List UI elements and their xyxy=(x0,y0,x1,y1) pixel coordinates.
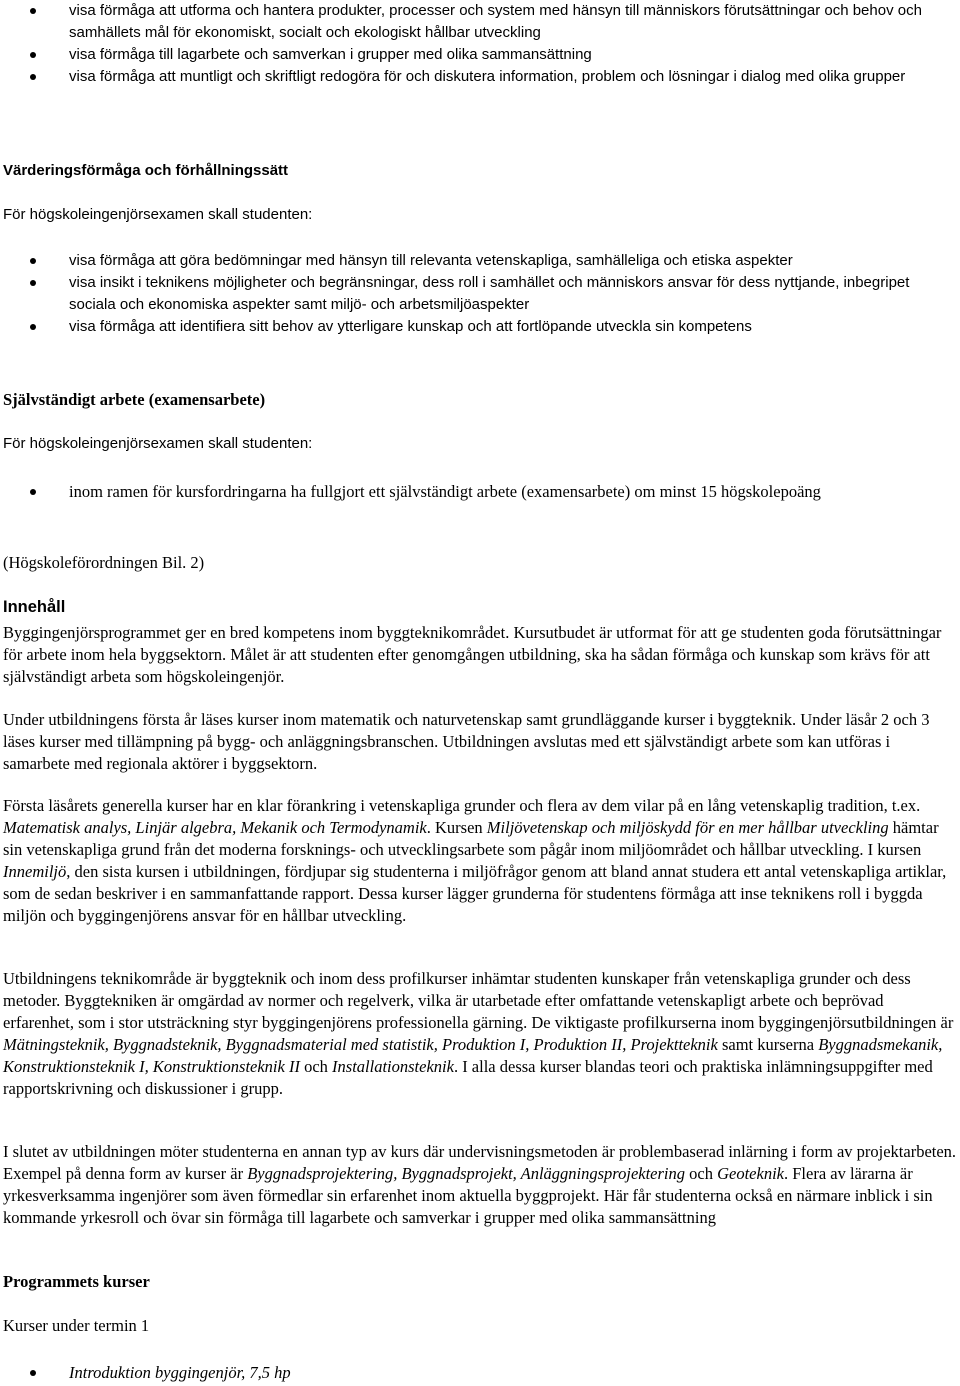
content-paragraph-2: Under utbildningens första år läses kurser inom matematik och naturvetenskap samt grundläggande kurser i byggteknik. Under läsår 2 och 3 läses kurser med tillämpning på bygg- och anläggningsbranschen. Utbildningen avslutas med ett självständigt arbete som kan utföras i samarbete med regionala aktörer i byggsektorn. xyxy=(3,710,930,773)
thesis-intro: För högskoleingenjörsexamen skall studenten: xyxy=(3,435,313,452)
course-name: Geoteknik xyxy=(717,1164,784,1183)
text-run: I slutet av utbildningen möter studenterna en annan typ av kurs där undervisningsmetoden är problembaserad inlärning i form av projektarbeten. Exempel på denna form av kurser är xyxy=(3,1142,957,1183)
list-item: visa förmåga att utforma och hantera produkter, processer och system med hänsyn till människors förutsättningar och behov och samhällets mål för ekonomiskt, socialt och ekologiskt hållbar utveckling xyxy=(3,0,957,44)
course-name: Innemiljö xyxy=(3,862,67,881)
course-link[interactable]: Introduktion byggingenjör, 7,5 hp xyxy=(69,1363,291,1382)
content-paragraph-4 xyxy=(3,968,957,1100)
values-bullet-list xyxy=(3,250,957,338)
content-paragraph-3 xyxy=(3,795,957,927)
term-label: Kurser under termin 1 xyxy=(3,1316,150,1335)
top-bullet-list xyxy=(3,0,957,88)
text-run: Första läsårets generella kurser har en klar förankring i vetenskapliga grunder och flera av dem vilar på en lång vetenskaplig tradition, t.ex. xyxy=(3,796,921,815)
course-name: Miljövetenskap och miljöskydd för en mer hållbar utveckling xyxy=(486,818,889,837)
content-paragraph-1: Byggingenjörsprogrammet ger en bred kompetens inom byggteknikområdet. Kursutbudet är utformat för att ge studenten goda förutsättningar för arbete inom hela byggsektorn. Målet är att studenten efter genomgången utbildning, ska ha sådan förmåga och kunskap som krävs för att självständigt arbeta som högskoleingenjör. xyxy=(3,623,942,686)
course-names: Byggnadsprojektering, Byggnadsprojekt, Anläggningsprojektering xyxy=(247,1164,686,1183)
text-run: . Flera av lärarna är yrkesverksamma ingenjörer som även förmedlar sin erfarenhet inom aktuella byggprojekt. Här får studenterna också en närmare inblick i sin kommande yrkesroll och övar sin förmåga till lagarbete och samverkar i grupper med olika sammansättning xyxy=(3,1164,933,1227)
course-names: Byggnadsmekanik, Konstruktionsteknik I, Konstruktionsteknik II xyxy=(3,1035,943,1076)
text-run: och xyxy=(299,1057,333,1076)
course-name: Installationsteknik xyxy=(332,1057,454,1076)
text-run: Utbildningens teknikområde är byggteknik och inom dess profilkurser inhämtar studenten kunskaper från vetenskapliga grunder och dess metoder. Byggtekniken är omgärdad av normer och regelverk, vilka är utarbetade efter omfattande vetenskapligt arbete och beprövad erfarenhet, som i stor utsträckning styr byggingenjörens professionella gärning. De viktigaste profilkurserna inom byggingenjörsutbildningen är xyxy=(3,969,954,1032)
list-item: visa insikt i teknikens möjligheter och begränsningar, dess roll i samhället och människors ansvar för dess nyttjande, inbegripet sociala och ekonomiska aspekter samt miljö- och arbetsmiljöaspekter xyxy=(3,272,957,316)
values-heading: Värderingsförmåga och förhållningssätt xyxy=(3,162,289,179)
text-run: , den sista kursen i utbildningen, fördjupar sig studenterna i miljöfrågor genom att bland annat studera ett antal vetenskapliga artiklar, som de sedan beskriver i en sammanfattande rapport. Dessa kurser lägger grunderna för studentens förmåga att inse teknikens roll i byggda miljön och byggingenjörens ansvar för en hållbar utveckling. xyxy=(3,862,947,925)
course-list xyxy=(3,1362,957,1384)
content-heading: Innehåll xyxy=(3,598,66,616)
content-paragraph-5 xyxy=(3,1141,957,1229)
thesis-bullet-list xyxy=(3,481,957,503)
list-item xyxy=(3,1362,957,1384)
list-item: inom ramen för kursfordringarna ha fullgjort ett självständigt arbete (examensarbete) om minst 15 högskolepoäng xyxy=(3,481,957,503)
courses-heading: Programmets kurser xyxy=(3,1272,150,1291)
list-item: visa förmåga att muntligt och skriftligt redogöra för och diskutera information, problem och lösningar i dialog med olika grupper xyxy=(3,66,957,88)
text-run: hämtar sin vetenskapliga grund från det moderna forsknings- och utvecklingsarbete som pågår inom miljöområdet och hållbar utveckling. I kursen xyxy=(3,818,939,859)
reference-note: (Högskoleförordningen Bil. 2) xyxy=(3,553,205,572)
course-names: Matematisk analys, Linjär algebra, Mekanik och Termodynamik xyxy=(3,818,427,837)
course-names: Mätningsteknik, Byggnadsteknik, Byggnadsmaterial med statistik, Produktion I, Produktion II, Projektteknik xyxy=(3,1035,718,1054)
thesis-heading: Självständigt arbete (examensarbete) xyxy=(3,390,266,409)
text-run: . Kursen xyxy=(426,818,487,837)
text-run: . I alla dessa kurser blandas teori och praktiska inlämningsuppgifter med rapportskrivning och diskussioner i grupp. xyxy=(3,1057,933,1098)
list-item: visa förmåga att identifiera sitt behov av ytterligare kunskap och att fortlöpande utveckla sin kompetens xyxy=(3,316,957,338)
values-intro: För högskoleingenjörsexamen skall studenten: xyxy=(3,206,313,223)
text-run: och xyxy=(685,1164,718,1183)
list-item: visa förmåga att göra bedömningar med hänsyn till relevanta vetenskapliga, samhälleliga och etiska aspekter xyxy=(3,250,957,272)
text-run: samt kurserna xyxy=(717,1035,819,1054)
list-item: visa förmåga till lagarbete och samverkan i grupper med olika sammansättning xyxy=(3,44,957,66)
